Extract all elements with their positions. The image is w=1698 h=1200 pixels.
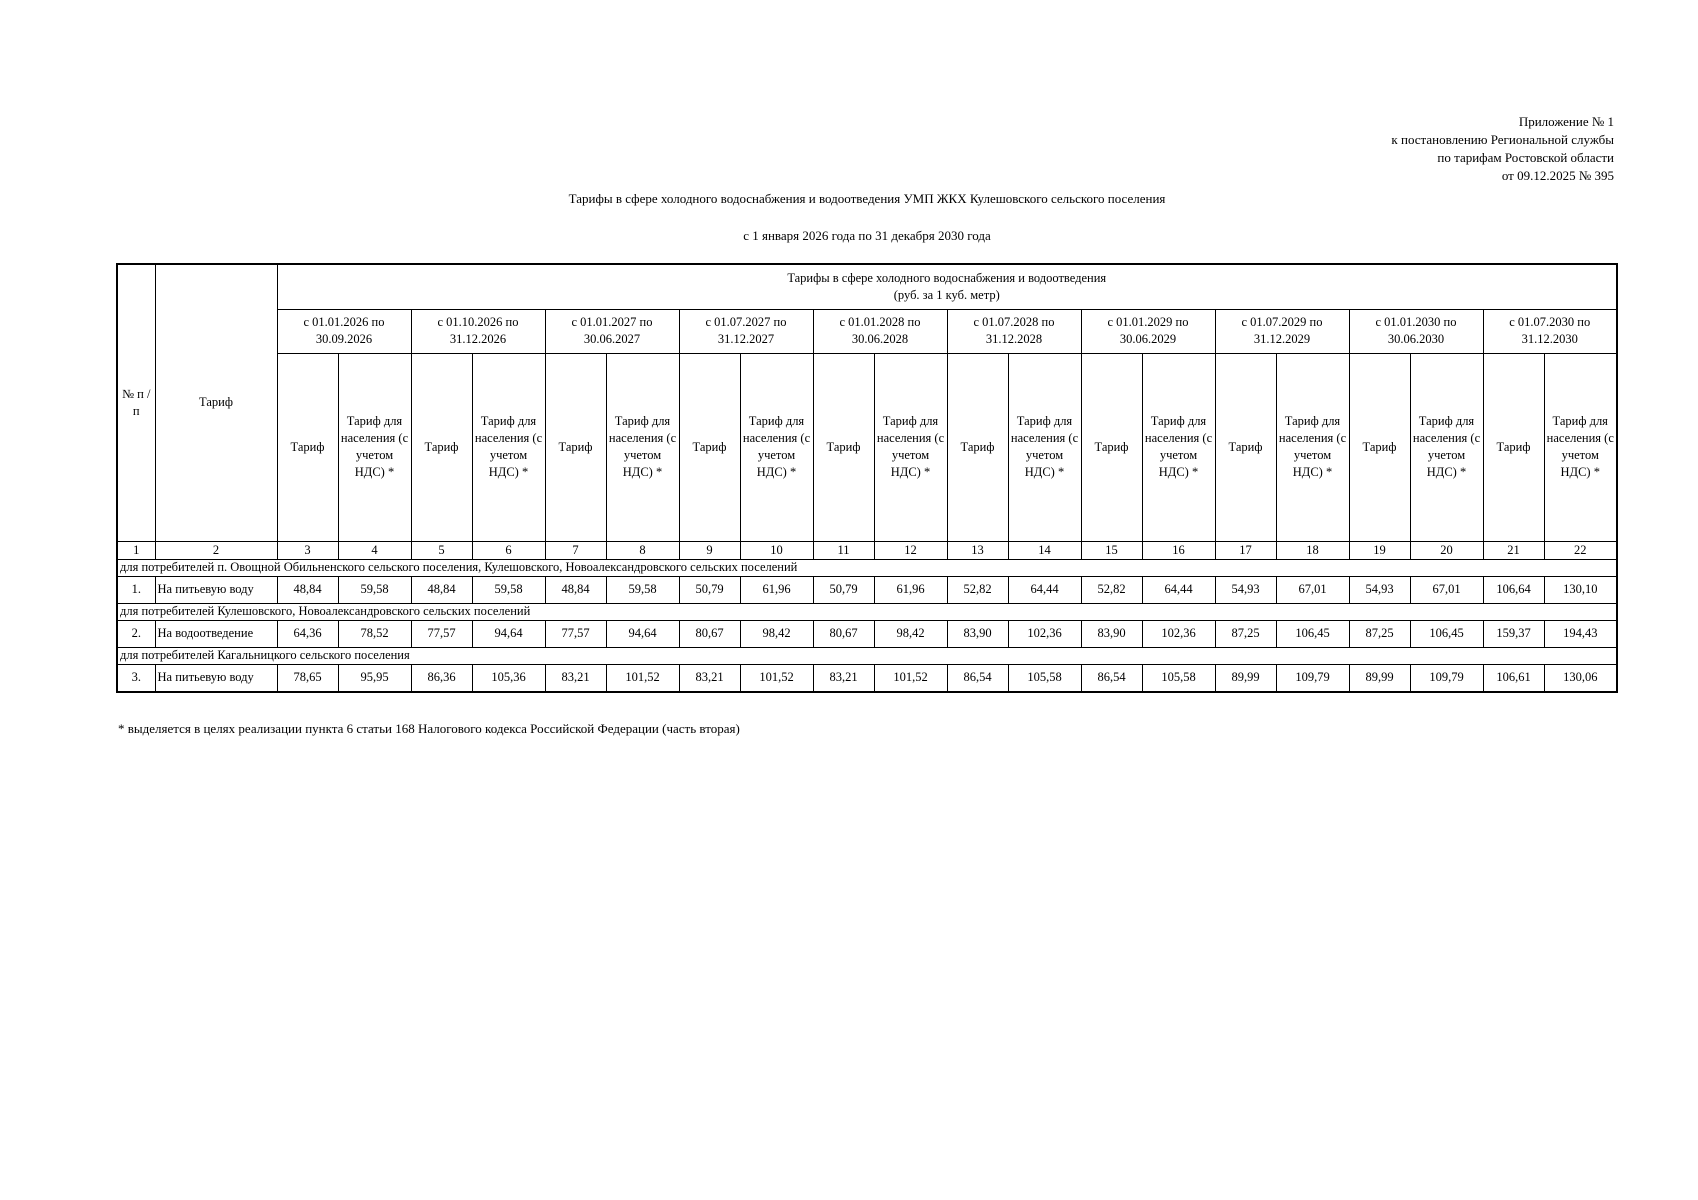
subheader-tariff: Тариф [947, 353, 1008, 541]
subheader-population-tariff: Тариф для населения (с учетом НДС) * [740, 353, 813, 541]
tariff-value: 89,99 [1215, 664, 1276, 692]
population-tariff-value: 94,64 [472, 620, 545, 647]
consumer-group-label: для потребителей Кагальницкого сельского поселения [117, 647, 1617, 664]
subheader-population-tariff: Тариф для населения (с учетом НДС) * [472, 353, 545, 541]
main-header-line-1: Тарифы в сфере холодного водоснабжения и водоотведения [787, 270, 1107, 285]
tariff-value: 83,21 [679, 664, 740, 692]
appendix-line-1: Приложение № 1 [1518, 114, 1614, 129]
column-header-tariff: Тариф [155, 264, 277, 541]
tariff-value: 78,65 [277, 664, 338, 692]
column-number: 3 [277, 541, 338, 559]
column-number: 22 [1544, 541, 1617, 559]
tariff-value: 83,21 [813, 664, 874, 692]
appendix-line-4: от 09.12.2025 № 395 [1501, 168, 1614, 183]
column-number: 17 [1215, 541, 1276, 559]
column-number: 14 [1008, 541, 1081, 559]
subheader-population-tariff: Тариф для населения (с учетом НДС) * [606, 353, 679, 541]
main-header [277, 264, 1617, 309]
tariff-value: 52,82 [1081, 576, 1142, 603]
row-tariff-name: На питьевую воду [155, 664, 277, 692]
population-tariff-value: 78,52 [338, 620, 411, 647]
subheader-population-tariff: Тариф для населения (с учетом НДС) * [1544, 353, 1617, 541]
population-tariff-value: 109,79 [1276, 664, 1349, 692]
population-tariff-value: 101,52 [874, 664, 947, 692]
tariff-value: 77,57 [411, 620, 472, 647]
period-header [277, 309, 411, 353]
population-tariff-value: 130,06 [1544, 664, 1617, 692]
tariff-value: 159,37 [1483, 620, 1544, 647]
population-tariff-value: 98,42 [874, 620, 947, 647]
subheader-population-tariff: Тариф для населения (с учетом НДС) * [1142, 353, 1215, 541]
period-end: 31.12.2027 [717, 332, 775, 346]
population-tariff-value: 106,45 [1410, 620, 1483, 647]
period-end: 31.12.2028 [985, 332, 1043, 346]
population-tariff-value: 64,44 [1008, 576, 1081, 603]
row-tariff-name: На водоотведение [155, 620, 277, 647]
tariff-value: 52,82 [947, 576, 1008, 603]
population-tariff-value: 94,64 [606, 620, 679, 647]
row-number: 1. [117, 576, 155, 603]
tariff-value: 106,64 [1483, 576, 1544, 603]
row-number: 3. [117, 664, 155, 692]
column-number: 10 [740, 541, 813, 559]
appendix-line-2: к постановлению Региональной службы [1391, 132, 1614, 147]
row-number: 2. [117, 620, 155, 647]
subheader-tariff: Тариф [1349, 353, 1410, 541]
tariff-value: 48,84 [277, 576, 338, 603]
population-tariff-value: 101,52 [740, 664, 813, 692]
document-title: Тарифы в сфере холодного водоснабжения и водоотведения УМП ЖКХ Кулешовского сельского поселения [568, 191, 1166, 206]
population-tariff-value: 101,52 [606, 664, 679, 692]
period-header [679, 309, 813, 353]
subheader-population-tariff: Тариф для населения (с учетом НДС) * [1008, 353, 1081, 541]
population-tariff-value: 64,44 [1142, 576, 1215, 603]
tariff-value: 64,36 [277, 620, 338, 647]
tariff-table-body [117, 559, 1617, 692]
column-number: 2 [155, 541, 277, 559]
population-tariff-value: 106,45 [1276, 620, 1349, 647]
population-tariff-value: 130,10 [1544, 576, 1617, 603]
period-start: с 01.01.2027 по [571, 315, 653, 329]
subheader-tariff: Тариф [1081, 353, 1142, 541]
column-number: 1 [117, 541, 155, 559]
population-tariff-value: 98,42 [740, 620, 813, 647]
column-number: 21 [1483, 541, 1544, 559]
population-tariff-value: 102,36 [1008, 620, 1081, 647]
population-tariff-value: 105,36 [472, 664, 545, 692]
column-number: 18 [1276, 541, 1349, 559]
tariff-value: 86,54 [947, 664, 1008, 692]
population-tariff-value: 59,58 [606, 576, 679, 603]
table-row [117, 664, 1617, 692]
period-end: 31.12.2029 [1253, 332, 1311, 346]
subheader-population-tariff: Тариф для населения (с учетом НДС) * [874, 353, 947, 541]
tariff-table-header [117, 264, 1617, 559]
period-start: с 01.10.2026 по [437, 315, 519, 329]
tariff-value: 83,90 [1081, 620, 1142, 647]
consumer-group-label: для потребителей п. Овощной Обильненского сельского поселения, Кулешовского, Новоалександровского сельских поселений [117, 559, 1617, 576]
consumer-group-row [117, 559, 1617, 576]
column-header-number: № п /п [117, 264, 155, 541]
period-start: с 01.01.2029 по [1107, 315, 1189, 329]
tariff-value: 54,93 [1349, 576, 1410, 603]
tariff-value: 86,36 [411, 664, 472, 692]
population-tariff-value: 194,43 [1544, 620, 1617, 647]
period-header [1349, 309, 1483, 353]
main-header-line-2: (руб. за 1 куб. метр) [893, 287, 1000, 302]
subheader-tariff: Тариф [411, 353, 472, 541]
tariff-value: 80,67 [813, 620, 874, 647]
document-period: с 1 января 2026 года по 31 декабря 2030 года [743, 228, 991, 243]
period-end: 31.12.2030 [1521, 332, 1578, 346]
population-tariff-value: 105,58 [1008, 664, 1081, 692]
tariff-value: 106,61 [1483, 664, 1544, 692]
tariff-value: 87,25 [1349, 620, 1410, 647]
tariff-value: 54,93 [1215, 576, 1276, 603]
period-end: 30.09.2026 [315, 332, 373, 346]
tariff-value: 50,79 [679, 576, 740, 603]
column-number: 13 [947, 541, 1008, 559]
subheader-population-tariff: Тариф для населения (с учетом НДС) * [338, 353, 411, 541]
population-tariff-value: 59,58 [472, 576, 545, 603]
population-tariff-value: 105,58 [1142, 664, 1215, 692]
period-start: с 01.01.2028 по [839, 315, 921, 329]
subheader-tariff: Тариф [277, 353, 338, 541]
tariff-value: 86,54 [1081, 664, 1142, 692]
population-tariff-value: 67,01 [1410, 576, 1483, 603]
period-header [1081, 309, 1215, 353]
consumer-group-row [117, 603, 1617, 620]
population-tariff-value: 59,58 [338, 576, 411, 603]
column-number: 6 [472, 541, 545, 559]
column-number: 15 [1081, 541, 1142, 559]
table-row [117, 620, 1617, 647]
appendix-header [1391, 113, 1614, 185]
tariff-value: 48,84 [411, 576, 472, 603]
period-start: с 01.07.2029 по [1241, 315, 1323, 329]
footnote: * выделяется в целях реализации пункта 6 статьи 168 Налогового кодекса Российской Федерации (часть вторая) [118, 721, 740, 736]
subheader-tariff: Тариф [1215, 353, 1276, 541]
population-tariff-value: 61,96 [874, 576, 947, 603]
column-number: 4 [338, 541, 411, 559]
tariff-value: 89,99 [1349, 664, 1410, 692]
period-header [813, 309, 947, 353]
period-start: с 01.01.2030 по [1375, 315, 1457, 329]
period-header [1483, 309, 1617, 353]
column-number: 20 [1410, 541, 1483, 559]
tariff-value: 83,21 [545, 664, 606, 692]
tariff-value: 48,84 [545, 576, 606, 603]
column-number: 12 [874, 541, 947, 559]
population-tariff-value: 67,01 [1276, 576, 1349, 603]
population-tariff-value: 102,36 [1142, 620, 1215, 647]
column-number: 19 [1349, 541, 1410, 559]
period-end: 30.06.2028 [851, 332, 909, 346]
tariff-value: 87,25 [1215, 620, 1276, 647]
tariff-value: 80,67 [679, 620, 740, 647]
subheader-tariff: Тариф [545, 353, 606, 541]
consumer-group-label: для потребителей Кулешовского, Новоалександровского сельских поселений [117, 603, 1617, 620]
subheader-population-tariff: Тариф для населения (с учетом НДС) * [1276, 353, 1349, 541]
column-number: 8 [606, 541, 679, 559]
period-header [947, 309, 1081, 353]
appendix-line-3: по тарифам Ростовской области [1437, 150, 1614, 165]
population-tariff-value: 61,96 [740, 576, 813, 603]
period-end: 30.06.2027 [583, 332, 641, 346]
row-tariff-name: На питьевую воду [155, 576, 277, 603]
subheader-tariff: Тариф [1483, 353, 1544, 541]
subheader-tariff: Тариф [813, 353, 874, 541]
period-header [411, 309, 545, 353]
subheader-population-tariff: Тариф для населения (с учетом НДС) * [1410, 353, 1483, 541]
tariff-value: 83,90 [947, 620, 1008, 647]
table-row [117, 576, 1617, 603]
population-tariff-value: 109,79 [1410, 664, 1483, 692]
period-end: 30.06.2029 [1119, 332, 1177, 346]
column-number: 9 [679, 541, 740, 559]
period-start: с 01.07.2028 по [973, 315, 1055, 329]
period-end: 31.12.2026 [449, 332, 507, 346]
period-start: с 01.01.2026 по [303, 315, 385, 329]
period-start: с 01.07.2027 по [705, 315, 787, 329]
tariff-table [116, 263, 1618, 693]
tariff-value: 77,57 [545, 620, 606, 647]
tariff-value: 50,79 [813, 576, 874, 603]
period-end: 30.06.2030 [1387, 332, 1445, 346]
column-number: 11 [813, 541, 874, 559]
period-start: с 01.07.2030 по [1509, 315, 1591, 329]
column-number: 5 [411, 541, 472, 559]
consumer-group-row [117, 647, 1617, 664]
period-header [1215, 309, 1349, 353]
period-header [545, 309, 679, 353]
population-tariff-value: 95,95 [338, 664, 411, 692]
column-number: 16 [1142, 541, 1215, 559]
column-number: 7 [545, 541, 606, 559]
subheader-tariff: Тариф [679, 353, 740, 541]
